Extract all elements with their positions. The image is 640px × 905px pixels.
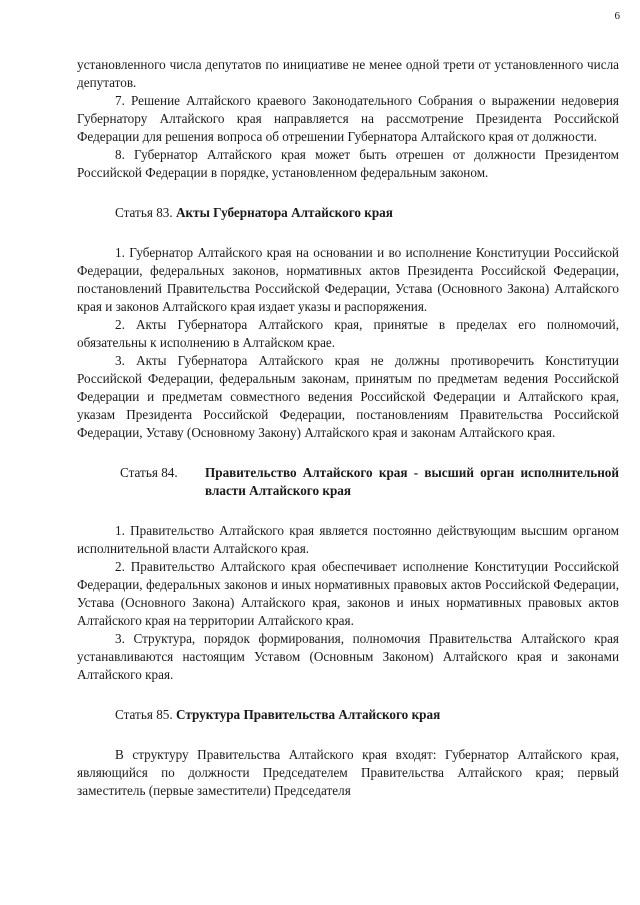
paragraph: 2. Правительство Алтайского края обеспечивает исполнение Конституции Российской Федерации, федеральных законов и иных нормативных правовых актов Российской Федерации, Устава (Основного Закона) Алтайского края, законов и иных нормативных правовых актов Алтайского края на территории Алтайского края. <box>77 559 619 628</box>
article-83-heading <box>115 204 619 222</box>
paragraph: установленного числа депутатов по инициативе не менее одной трети от установленного числа депутатов. <box>77 57 619 90</box>
article-85-heading <box>115 706 619 724</box>
document-body <box>77 56 619 800</box>
paragraph: 7. Решение Алтайского краевого Законодательного Собрания о выражении недоверия Губернатору Алтайского края направляется на рассмотрение Президента Российской Федерации для решения вопроса об отрешении Губернатора Алтайского края от должности. <box>77 93 619 144</box>
page-number: 6 <box>614 10 620 22</box>
paragraph: 2. Акты Губернатора Алтайского края, принятые в пределах его полномочий, обязательны к исполнению в Алтайском крае. <box>77 317 619 350</box>
paragraph: В структуру Правительства Алтайского края входят: Губернатор Алтайского края, являющийся по должности Председателем Правительства Алтайского края; первый заместитель (первые заместители) Председателя <box>77 747 619 798</box>
paragraph: 8. Губернатор Алтайского края может быть отрешен от должности Президентом Российской Федерации в порядке, установленном федеральным законом. <box>77 147 619 180</box>
article-number: Статья 83. <box>115 205 173 220</box>
paragraph: 1. Правительство Алтайского края является постоянно действующим высшим органом исполнительной власти Алтайского края. <box>77 523 619 556</box>
article-title: Акты Губернатора Алтайского края <box>175 205 393 220</box>
article-84-heading <box>120 464 619 500</box>
paragraph: 3. Акты Губернатора Алтайского края не должны противоречить Конституции Российской Федерации, федеральным законам, принятым по предметам ведения Российской Федерации и предметам совместного ведения Российской Федерации и Алтайского края, указам Президента Российской Федерации, постановлениям Правительства Российской Федерации, Уставу (Основному Закону) Алтайского края и законам Алтайского края. <box>77 353 619 440</box>
article-number: Статья 85. <box>115 707 173 722</box>
paragraph: 1. Губернатор Алтайского края на основании и во исполнение Конституции Российской Федерации, федеральных законов, нормативных актов Президента Российской Федерации, постановлений Правительства Российской Федерации, Устава (Основного Закона) Алтайского края и законов Алтайского края издает указы и распоряжения. <box>77 245 619 314</box>
article-number: Статья 84. <box>120 465 178 480</box>
article-title: Правительство Алтайского края - высший орган исполнительной власти Алтайского края <box>205 465 619 498</box>
article-title: Структура Правительства Алтайского края <box>175 707 441 722</box>
paragraph: 3. Структура, порядок формирования, полномочия Правительства Алтайского края устанавливаются настоящим Уставом (Основным Законом) Алтайского края и законами Алтайского края. <box>77 631 619 682</box>
